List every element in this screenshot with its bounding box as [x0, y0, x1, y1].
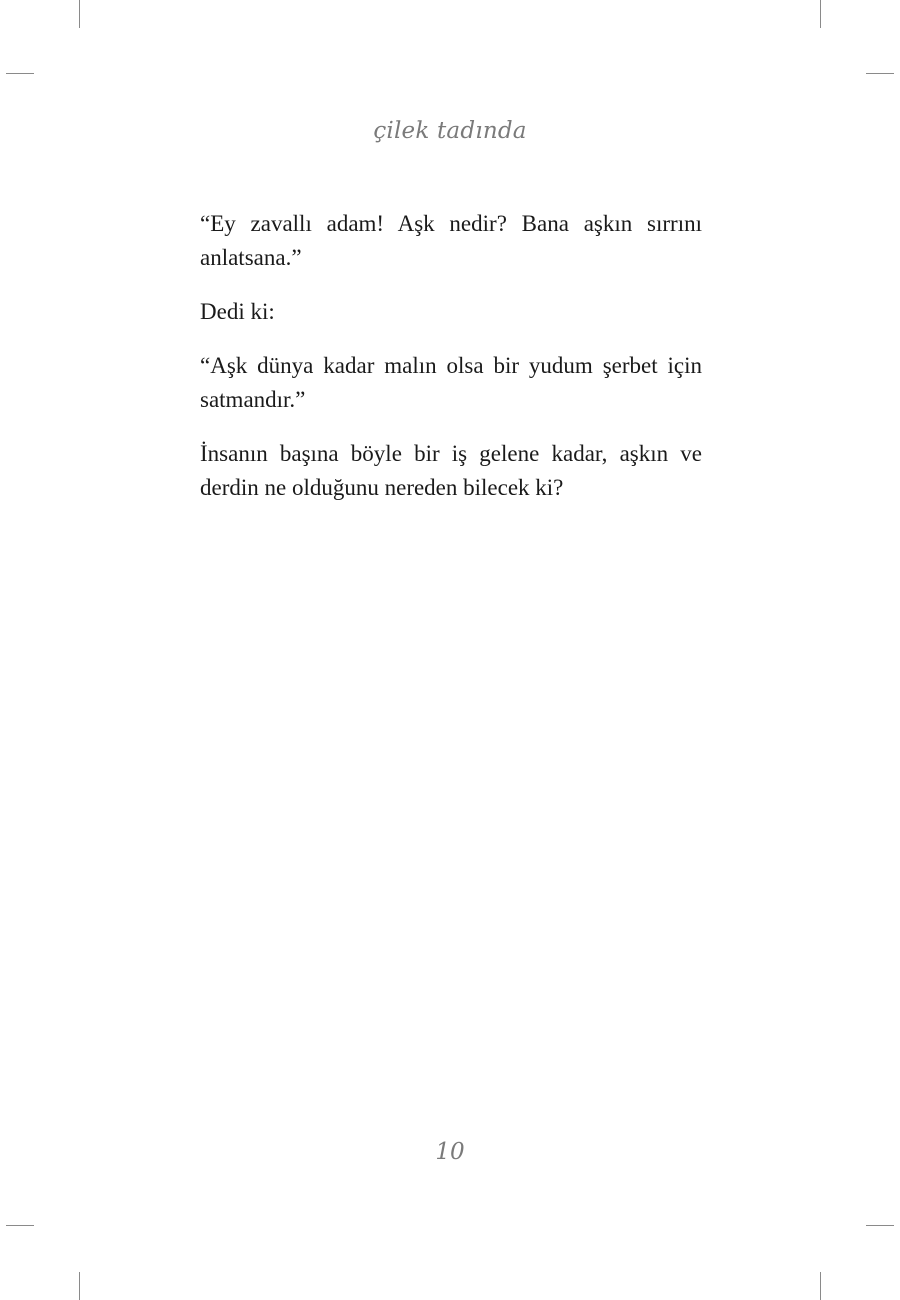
- crop-mark-right-upper: [866, 73, 894, 74]
- paragraph: “Aşk dünya kadar malın olsa bir yudum şerbet için satmandır.”: [200, 353, 702, 412]
- crop-mark-top-left: [79, 0, 80, 28]
- crop-mark-right-lower: [866, 1225, 894, 1226]
- running-head: çilek tadında: [373, 118, 527, 144]
- paragraph: İnsanın başına böyle bir iş gelene kadar, aşkın ve derdin ne olduğunu nereden bilecek ki?: [200, 441, 702, 500]
- paragraph: “Ey zavallı adam! Aşk nedir? Bana aşkın sırrını anlatsana.”: [200, 211, 702, 270]
- paragraph: Dedi ki:: [200, 299, 275, 324]
- page-number: 10: [435, 1139, 465, 1165]
- body-text: [200, 207, 702, 525]
- crop-mark-left-lower: [6, 1225, 34, 1226]
- crop-mark-top-right: [820, 0, 821, 28]
- crop-mark-bottom-left: [79, 1272, 80, 1300]
- crop-mark-bottom-right: [820, 1272, 821, 1300]
- crop-mark-left-upper: [6, 73, 34, 74]
